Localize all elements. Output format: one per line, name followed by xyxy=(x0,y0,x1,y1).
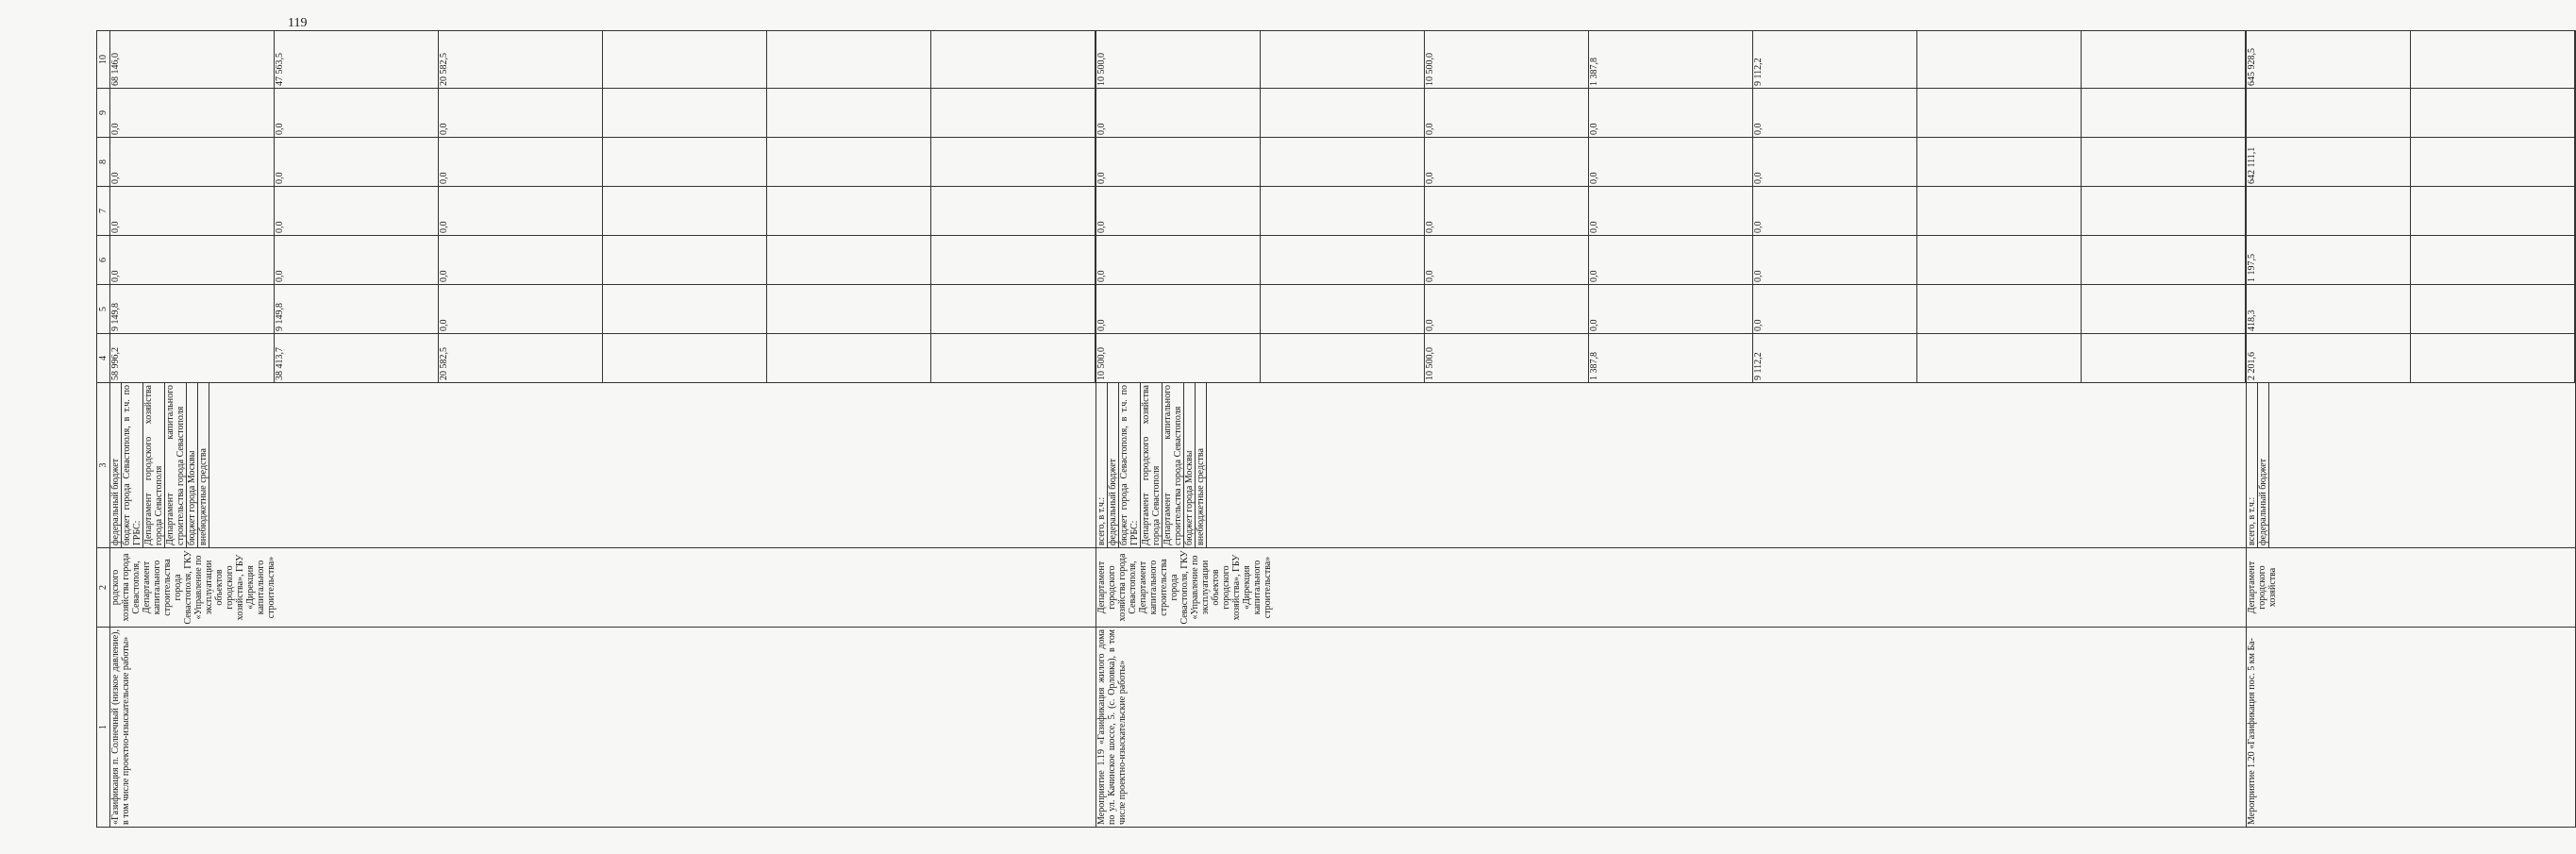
rotated-table-wrapper xyxy=(96,31,2278,828)
measure-name: Мероприятие 1.20 «Газификация пос. 5 км Ба- xyxy=(2247,628,2576,828)
funding-sources xyxy=(1096,383,2247,548)
value-cell xyxy=(2082,285,2246,333)
value-cell xyxy=(2411,334,2575,382)
measure-block xyxy=(2247,31,2576,828)
value-cell xyxy=(603,138,767,186)
value-cell: 0,0 xyxy=(1425,285,1589,333)
funding-source: Департамент городского хозяйства города Севастополя xyxy=(143,385,164,545)
value-cell xyxy=(2082,31,2246,88)
value-cell xyxy=(1917,138,2082,186)
value-cell xyxy=(767,89,931,137)
header-cell: 1 xyxy=(97,628,110,828)
value-cell xyxy=(767,187,931,235)
value-column xyxy=(2247,334,2576,383)
value-cell xyxy=(767,236,931,284)
value-column xyxy=(1096,285,2247,334)
funding-source: бюджет города Севастополя, в т.ч. по ГРБС: xyxy=(122,385,142,545)
funding-sources xyxy=(2247,383,2576,548)
executor: Департамент городского хозяйства города Севастополя, Департамент капитального строительства города Севастополя, ГКУ «Управление по эксплуатации объектов городского хозяйства», ГБУ «Дирекция капитального строительства» xyxy=(1096,548,2247,628)
value-cell: 642 111,1 xyxy=(2247,138,2411,186)
funding-source: федеральный бюджет xyxy=(110,383,122,547)
value-cell xyxy=(1261,138,1425,186)
value-cell xyxy=(1917,187,2082,235)
value-cell xyxy=(1261,187,1425,235)
value-cell: 0,0 xyxy=(439,285,603,333)
value-cell xyxy=(603,89,767,137)
value-cell: 10 500,0 xyxy=(1096,31,1261,88)
funding-source: Департамент городского хозяйства города Севастополя xyxy=(1141,385,1162,545)
value-cell xyxy=(1917,31,2082,88)
measure-block xyxy=(1096,31,2247,828)
value-cell xyxy=(1917,334,2082,382)
header-cell: 2 xyxy=(97,548,110,628)
value-cell xyxy=(2247,187,2411,235)
value-cell xyxy=(767,31,931,88)
value-cell: 0,0 xyxy=(1425,236,1589,284)
value-column xyxy=(110,138,1096,187)
measure-name: Мероприятие 1.19 «Газификация жилого дома по ул. Качинское шоссе, 5. (с. Орловка), в том числе проектно-изыскательские работы» xyxy=(1096,628,2247,828)
value-cell: 0,0 xyxy=(1425,187,1589,235)
value-cell: 0,0 xyxy=(1753,187,1917,235)
value-cell: 0,0 xyxy=(110,236,275,284)
value-column xyxy=(110,187,1096,236)
value-column xyxy=(1096,138,2247,187)
value-cell: 0,0 xyxy=(439,236,603,284)
value-cell: 0,0 xyxy=(275,187,439,235)
value-column xyxy=(2247,236,2576,285)
header-cell: 3 xyxy=(97,383,110,548)
value-cell xyxy=(603,334,767,382)
header-cell: 10 xyxy=(97,31,110,89)
value-cell: 0,0 xyxy=(110,138,275,186)
value-cell xyxy=(2082,89,2246,137)
value-column xyxy=(1096,187,2247,236)
header-cell: 6 xyxy=(97,236,110,285)
value-cell xyxy=(1917,89,2082,137)
value-cell: 38 413,7 xyxy=(275,334,439,382)
executor: родского хозяйства города Севастополя, Департамент капитального строительства города Севастополя, ГКУ «Управление по эксплуатации объектов городского хозяйства», ГБУ «Дирекция капитального строительства» xyxy=(110,548,1096,628)
value-cell: 58 996,2 xyxy=(110,334,275,382)
value-cell xyxy=(931,89,1096,137)
value-cell xyxy=(1261,334,1425,382)
value-column xyxy=(110,89,1096,138)
value-cell: 0,0 xyxy=(1753,285,1917,333)
value-cell: 9 149,8 xyxy=(110,285,275,333)
value-cell xyxy=(931,187,1096,235)
value-cell: 1 387,8 xyxy=(1589,31,1753,88)
value-cell: 0,0 xyxy=(1589,285,1753,333)
value-cell: 1 387,8 xyxy=(1589,334,1753,382)
value-column xyxy=(2247,285,2576,334)
executor: Департамент городского хозяйства xyxy=(2247,548,2576,628)
value-cell: 0,0 xyxy=(1425,89,1589,137)
value-cell: 68 146,0 xyxy=(110,31,275,88)
value-cell xyxy=(1261,31,1425,88)
funding-source: бюджет города Севастополя, в т.ч. по ГРБС: xyxy=(1119,385,1140,545)
value-cell xyxy=(603,236,767,284)
value-column xyxy=(110,334,1096,383)
value-cell xyxy=(1261,236,1425,284)
value-cell: 0,0 xyxy=(1096,89,1261,137)
header-row xyxy=(97,31,110,828)
value-column xyxy=(1096,31,2247,89)
value-cell xyxy=(1917,285,2082,333)
value-cell: 0,0 xyxy=(1589,236,1753,284)
value-cell xyxy=(2411,285,2575,333)
value-cell: 418,3 xyxy=(2247,285,2411,333)
funding-source: федеральный бюджет xyxy=(1108,383,1119,547)
value-cell xyxy=(767,285,931,333)
value-cell xyxy=(931,31,1096,88)
value-cell xyxy=(2411,236,2575,284)
value-cell: 10 500,0 xyxy=(1425,334,1589,382)
header-cell: 5 xyxy=(97,285,110,334)
value-cell: 10 500,0 xyxy=(1096,334,1261,382)
value-cell xyxy=(2411,187,2575,235)
value-cell: 0,0 xyxy=(439,89,603,137)
measure-block xyxy=(110,31,1096,828)
value-cell xyxy=(1917,236,2082,284)
value-cell: 1 197,5 xyxy=(2247,236,2411,284)
value-column xyxy=(2247,31,2576,89)
value-cell xyxy=(2082,236,2246,284)
value-cell: 0,0 xyxy=(110,187,275,235)
header-cell: 9 xyxy=(97,89,110,138)
funding-source: федеральный бюджет xyxy=(2258,383,2269,547)
value-cell: 0,0 xyxy=(1753,138,1917,186)
value-cell: 0,0 xyxy=(1589,187,1753,235)
value-cell: 0,0 xyxy=(110,89,275,137)
value-cell: 9 112,2 xyxy=(1753,31,1917,88)
value-column xyxy=(2247,187,2576,236)
value-cell: 0,0 xyxy=(1096,138,1261,186)
value-cell: 0,0 xyxy=(439,187,603,235)
value-cell xyxy=(2082,138,2246,186)
value-cell xyxy=(1261,89,1425,137)
value-cell xyxy=(2082,334,2246,382)
value-cell: 0,0 xyxy=(1753,89,1917,137)
value-cell: 20 582,5 xyxy=(439,334,603,382)
funding-source: бюджет города Москвы xyxy=(187,383,198,547)
value-cell: 0,0 xyxy=(1589,89,1753,137)
funding-source: всего, в т.ч.: xyxy=(2247,383,2258,547)
page-number: 119 xyxy=(288,16,308,30)
value-cell xyxy=(931,285,1096,333)
value-cell: 20 582,5 xyxy=(439,31,603,88)
value-cell xyxy=(931,138,1096,186)
funding-sources xyxy=(110,383,1096,548)
value-cell xyxy=(931,236,1096,284)
funding-source: внебюджетные средства xyxy=(1196,383,1207,547)
value-cell: 0,0 xyxy=(1753,236,1917,284)
value-cell: 0,0 xyxy=(1589,138,1753,186)
value-cell: 0,0 xyxy=(275,236,439,284)
value-cell xyxy=(1261,285,1425,333)
value-column xyxy=(110,236,1096,285)
value-cell: 645 928,5 xyxy=(2247,31,2411,88)
value-column xyxy=(1096,334,2247,383)
value-column xyxy=(1096,236,2247,285)
value-cell xyxy=(2411,138,2575,186)
value-cell xyxy=(2082,187,2246,235)
value-cell: 0,0 xyxy=(439,138,603,186)
value-cell xyxy=(767,138,931,186)
header-cell: 7 xyxy=(97,187,110,236)
value-cell xyxy=(603,31,767,88)
value-column xyxy=(1096,89,2247,138)
value-column xyxy=(2247,138,2576,187)
value-cell: 47 563,5 xyxy=(275,31,439,88)
funding-source: всего, в т.ч.: xyxy=(1096,383,1108,547)
value-column xyxy=(110,285,1096,334)
value-cell xyxy=(603,285,767,333)
funding-source: бюджет города Москвы xyxy=(1184,383,1196,547)
value-cell: 0,0 xyxy=(1096,187,1261,235)
value-cell: 0,0 xyxy=(275,89,439,137)
header-cell: 4 xyxy=(97,334,110,383)
value-cell xyxy=(603,187,767,235)
value-cell xyxy=(2411,31,2575,88)
measure-name: «Газификация п. Солнечный (низкое давление), в том числе проектно-изыскательские работы» xyxy=(110,628,1096,828)
funding-source: Департамент капитального строительства города Севастополя xyxy=(1163,385,1183,545)
value-cell: 0,0 xyxy=(1096,285,1261,333)
value-cell: 9 112,2 xyxy=(1753,334,1917,382)
value-cell: 2 201,6 xyxy=(2247,334,2411,382)
value-cell: 10 500,0 xyxy=(1425,31,1589,88)
value-cell: 0,0 xyxy=(1425,138,1589,186)
funding-source: Департамент капитального строительства города Севастополя xyxy=(165,385,186,545)
value-cell xyxy=(767,334,931,382)
value-cell: 0,0 xyxy=(275,138,439,186)
value-cell: 9 149,8 xyxy=(275,285,439,333)
funding-source: внебюджетные средства xyxy=(198,383,209,547)
value-column xyxy=(110,31,1096,89)
value-cell xyxy=(2411,89,2575,137)
value-cell xyxy=(2247,89,2411,137)
budget-table xyxy=(96,30,2576,828)
value-column xyxy=(2247,89,2576,138)
header-cell: 8 xyxy=(97,138,110,187)
value-cell xyxy=(931,334,1096,382)
value-cell: 0,0 xyxy=(1096,236,1261,284)
